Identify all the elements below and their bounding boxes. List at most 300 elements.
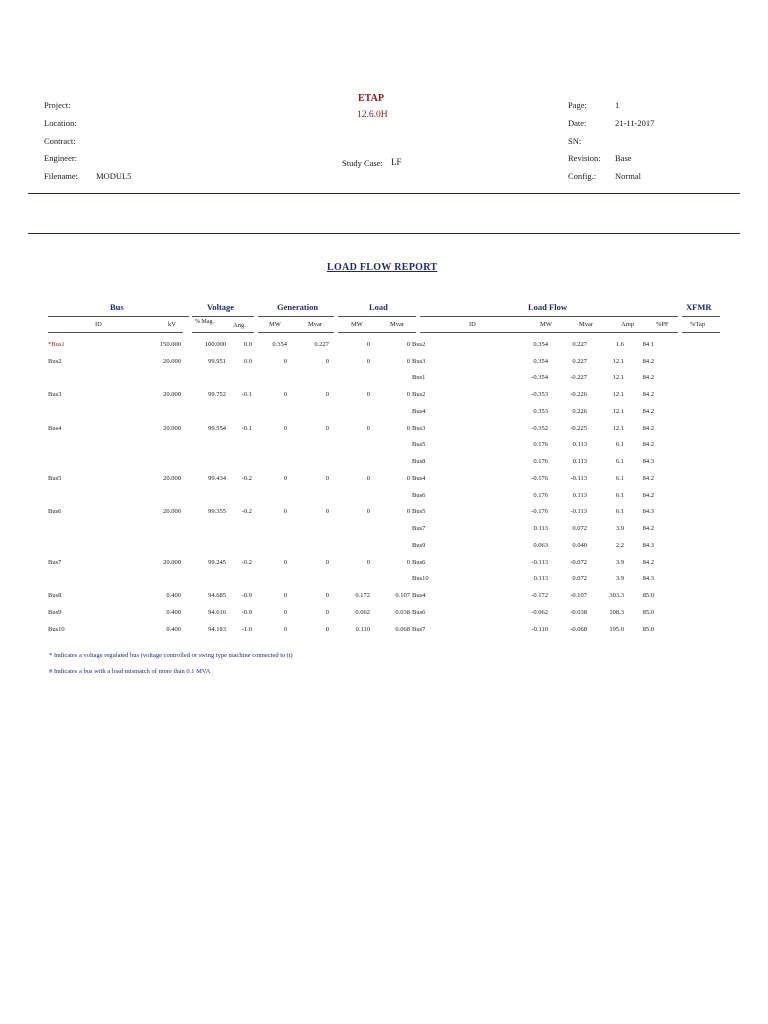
mag-cell (181, 437, 226, 454)
load-flow-table (48, 336, 654, 638)
date-label: Date: (568, 118, 587, 128)
xfmr-underline (682, 316, 720, 317)
kv-cell: 0.400 (166, 625, 181, 633)
flow-id-cell: Bus4 (412, 474, 426, 482)
bus-id-cell: Bus9 (48, 608, 62, 616)
group-bus: Bus (110, 302, 124, 312)
table-row (48, 520, 654, 537)
gen-mw-cell: 0 (283, 608, 287, 616)
table-row (48, 470, 654, 487)
table-row (48, 453, 654, 470)
flow-mw-cell: -0.352 (531, 424, 548, 432)
gen-mw-cell: 0 (283, 391, 287, 399)
table-row (48, 537, 654, 554)
ang-cell: -0.2 (241, 508, 252, 516)
flow-mw-cell: 0.113 (533, 525, 548, 533)
flow-id-cell: Bus6 (412, 558, 426, 566)
bus-id-cell (48, 571, 104, 588)
mag-cell: 99.245 (208, 558, 226, 566)
bus-id-cell: Bus5 (48, 474, 62, 482)
kv-cell: 20.000 (163, 357, 181, 365)
load-flow-underline (420, 316, 678, 317)
flow-id-cell: Bus10 (412, 575, 429, 583)
mag-cell (181, 487, 226, 504)
gen-mvar-cell: 0 (325, 474, 329, 482)
table-row (48, 487, 654, 504)
gen-mw-cell (252, 370, 287, 387)
amp-cell: 108.3 (609, 608, 624, 616)
flow-id-cell: Bus3 (412, 357, 426, 365)
gen-mw-cell: 0.354 (272, 340, 287, 348)
group-xfmr: XFMR (686, 302, 712, 312)
flow-mw-cell: 0.063 (533, 541, 548, 549)
table-row (48, 587, 654, 604)
flow-mw-cell: -0.176 (531, 474, 548, 482)
col-kv: kV (168, 321, 176, 328)
group-load: Load (369, 302, 388, 312)
pf-cell: 84.2 (642, 474, 654, 482)
col-tap: %Tap (690, 321, 706, 328)
gen-mw-cell (252, 520, 287, 537)
mag-cell: 94.616 (208, 608, 226, 616)
flow-id-cell: Bus3 (412, 424, 426, 432)
mag-cell: 94.685 (208, 592, 226, 600)
kv-cell: 0.400 (166, 592, 181, 600)
pf-cell: 84.2 (642, 491, 654, 499)
kv-cell (104, 487, 181, 504)
amp-cell: 1.6 (615, 340, 624, 348)
col-gen-mvar: Mvar (308, 321, 323, 328)
revision-label: Revision: (568, 153, 601, 163)
pf-cell: 84.2 (642, 424, 654, 432)
load-mw-cell (329, 487, 370, 504)
bus-id-cell: Bus7 (48, 558, 62, 566)
gen-mvar-cell: 0 (325, 391, 329, 399)
gen-mvar-cell (287, 520, 329, 537)
flow-mvar-cell: 0.113 (572, 441, 587, 449)
bus-id-cell: Bus4 (48, 424, 62, 432)
col-gen-mw: MW (269, 321, 281, 328)
date-value: 21-11-2017 (615, 118, 655, 128)
ang-cell: -0.2 (241, 474, 252, 482)
flow-mvar-cell: 0.113 (572, 491, 587, 499)
ang-cell: -0.2 (241, 558, 252, 566)
mag-cell: 99.752 (208, 391, 226, 399)
gen-mw-cell (252, 453, 287, 470)
flow-id-cell: Bus2 (412, 340, 426, 348)
gen-mw-cell: 0 (283, 357, 287, 365)
filename-value: MODUL5 (96, 171, 132, 181)
table-row (48, 504, 654, 521)
pf-cell: 84.2 (642, 441, 654, 449)
flow-mvar-cell: -0.225 (570, 424, 587, 432)
ang-cell: 0.0 (243, 357, 252, 365)
flow-mw-cell: 0.176 (533, 491, 548, 499)
ang-cell (226, 370, 252, 387)
col-ang: Ang. (233, 322, 246, 329)
bus-id-cell: Bus8 (48, 592, 62, 600)
table-row (48, 554, 654, 571)
flow-mvar-cell: 0.227 (572, 340, 587, 348)
study-case-label: Study Case: (342, 158, 383, 168)
gen-mvar-cell: 0 (325, 592, 329, 600)
ang-cell (226, 403, 252, 420)
pf-cell: 84.2 (642, 407, 654, 415)
gen-mw-cell: 0 (283, 558, 287, 566)
mag-cell: 94.183 (208, 625, 226, 633)
gen-mw-cell (252, 537, 287, 554)
load-mvar-cell: 0.107 (395, 592, 410, 600)
flow-mw-cell: 0.354 (533, 340, 548, 348)
amp-cell: 195.0 (609, 625, 624, 633)
mag-cell: 99.355 (208, 508, 226, 516)
app-version: 12.6.0H (357, 110, 388, 120)
flow-id-cell: Bus5 (412, 508, 426, 516)
gen-mvar-cell (287, 453, 329, 470)
load-mvar-cell (370, 437, 410, 454)
load-mw-cell (329, 537, 370, 554)
tap-sub-underline (682, 332, 720, 333)
amp-cell: 3.9 (615, 525, 624, 533)
col-flow-id: ID (469, 321, 476, 328)
table-row (48, 336, 654, 353)
table-row (48, 437, 654, 454)
ang-cell: 0.0 (243, 340, 252, 348)
gen-mvar-cell (287, 487, 329, 504)
flow-mw-cell: -0.062 (531, 608, 548, 616)
mag-cell (181, 571, 226, 588)
kv-cell (104, 453, 181, 470)
load-mvar-cell: 0.038 (395, 608, 410, 616)
gen-mw-cell: 0 (283, 508, 287, 516)
load-mw-cell: 0.062 (355, 608, 370, 616)
kv-cell: 150.000 (159, 340, 181, 348)
flow-mvar-cell: -0.226 (570, 391, 587, 399)
load-mvar-cell (370, 487, 410, 504)
table-row (48, 370, 654, 387)
gen-mvar-cell: 0.227 (314, 340, 329, 348)
amp-cell: 12.1 (612, 391, 624, 399)
gen-mw-cell (252, 571, 287, 588)
generation-underline (258, 316, 334, 317)
gen-mvar-cell: 0 (325, 625, 329, 633)
kv-cell (104, 571, 181, 588)
load-mvar-cell (370, 520, 410, 537)
flow-mw-cell: 0.176 (533, 458, 548, 466)
kv-cell: 20.000 (163, 474, 181, 482)
gen-mw-cell (252, 487, 287, 504)
kv-cell (104, 403, 181, 420)
load-mw-cell: 0 (366, 357, 370, 365)
flow-id-cell: Bus7 (412, 625, 426, 633)
pf-cell: 84.3 (642, 575, 654, 583)
amp-cell: 2.2 (615, 541, 624, 549)
flow-id-cell: Bus9 (412, 541, 426, 549)
load-mw-cell: 0 (366, 508, 370, 516)
gen-mw-cell (252, 403, 287, 420)
load-mvar-cell: 0 (406, 424, 410, 432)
group-generation: Generation (277, 302, 319, 312)
flow-id-cell: Bus6 (412, 608, 426, 616)
gen-sub-underline (258, 332, 334, 333)
load-mvar-cell (370, 403, 410, 420)
flow-mw-cell: 0.354 (533, 357, 548, 365)
load-sub-underline (338, 332, 416, 333)
amp-cell: 12.1 (612, 424, 624, 432)
kv-cell: 20.000 (163, 391, 181, 399)
col-amp: Amp (621, 321, 634, 328)
flow-mvar-cell: 0.040 (572, 541, 587, 549)
table-row (48, 604, 654, 621)
ang-cell: -0.9 (241, 592, 252, 600)
ang-cell (226, 453, 252, 470)
bus-id-cell (48, 437, 104, 454)
ang-cell (226, 520, 252, 537)
pf-cell: 84.2 (642, 525, 654, 533)
load-mw-cell: 0.110 (355, 625, 370, 633)
flow-mvar-cell: 0.113 (572, 458, 587, 466)
kv-cell (104, 370, 181, 387)
flow-mw-cell: 0.176 (533, 441, 548, 449)
gen-mw-cell: 0 (283, 592, 287, 600)
flow-mvar-cell: -0.072 (570, 558, 587, 566)
kv-cell: 20.000 (163, 558, 181, 566)
amp-cell: 6.1 (615, 491, 624, 499)
flow-id-cell: Bus8 (412, 458, 426, 466)
load-mvar-cell (370, 370, 410, 387)
load-mw-cell: 0 (366, 424, 370, 432)
page-value: 1 (615, 100, 620, 110)
flow-mw-cell: 0.113 (533, 575, 548, 583)
app-name: ETAP (358, 93, 384, 104)
table-row (48, 621, 654, 638)
flow-mvar-cell: -0.068 (570, 625, 587, 633)
amp-cell: 3.9 (615, 575, 624, 583)
kv-cell (104, 537, 181, 554)
pf-cell: 84.3 (642, 508, 654, 516)
note-load-mismatch: # Indicates a bus with a load mismatch of more than 0.1 MVA (49, 668, 211, 675)
mag-ang-underline (192, 332, 254, 333)
revision-value: Base (615, 153, 632, 163)
gen-mvar-cell (287, 537, 329, 554)
pf-cell: 84.3 (642, 541, 654, 549)
gen-mw-cell (252, 437, 287, 454)
mag-cell: 99.434 (208, 474, 226, 482)
load-mvar-cell: 0 (406, 508, 410, 516)
bus-id-cell (48, 403, 104, 420)
mag-cell (181, 520, 226, 537)
flow-id-cell: Bus1 (412, 374, 426, 382)
bus-id-cell: Bus10 (48, 625, 65, 633)
kv-cell (104, 520, 181, 537)
bus-underline (48, 316, 189, 317)
flow-mw-cell: -0.353 (531, 391, 548, 399)
bus-id-cell (48, 453, 104, 470)
flow-mw-cell: -0.176 (531, 508, 548, 516)
col-load-mw: MW (351, 321, 363, 328)
ang-cell: -1.0 (241, 625, 252, 633)
header-divider-top (28, 193, 740, 194)
load-mw-cell (329, 520, 370, 537)
flow-mvar-cell: 0.226 (572, 407, 587, 415)
flow-mw-cell: -0.110 (531, 625, 548, 633)
table-row (48, 403, 654, 420)
col-flow-mw: MW (540, 321, 552, 328)
flow-id-cell: Bus5 (412, 441, 426, 449)
header-divider-bottom (28, 233, 740, 234)
table-row (48, 386, 654, 403)
gen-mw-cell: 0 (283, 474, 287, 482)
load-mw-cell: 0 (366, 558, 370, 566)
bus-id-cell: Bus3 (48, 391, 62, 399)
voltage-underline (192, 316, 254, 317)
mag-cell (181, 403, 226, 420)
table-row (48, 420, 654, 437)
id-kv-underline (48, 332, 183, 333)
sn-label: SN: (568, 136, 582, 146)
gen-mvar-cell (287, 403, 329, 420)
flow-sub-underline (420, 332, 678, 333)
load-mvar-cell: 0.068 (395, 625, 410, 633)
kv-cell: 20.000 (163, 508, 181, 516)
ang-cell (226, 437, 252, 454)
flow-mvar-cell: -0.113 (570, 508, 587, 516)
flow-id-cell: Bus4 (412, 592, 426, 600)
mag-cell: 99.951 (208, 357, 226, 365)
mag-cell (181, 453, 226, 470)
ang-cell: -0.9 (241, 608, 252, 616)
ang-cell (226, 487, 252, 504)
flow-mvar-cell: 0.072 (572, 575, 587, 583)
mag-cell: 100.000 (204, 340, 226, 348)
amp-cell: 6.1 (615, 458, 624, 466)
pf-cell: 84.2 (642, 558, 654, 566)
load-mw-cell: 0 (366, 391, 370, 399)
load-mvar-cell: 0 (406, 340, 410, 348)
note-voltage-regulated: * Indicates a voltage regulated bus (voltage controlled or swing type machine connected to it) (49, 652, 293, 659)
engineer-label: Engineer: (44, 153, 78, 163)
flow-mvar-cell: 0.072 (572, 525, 587, 533)
bus-id-cell (48, 520, 104, 537)
flow-id-cell: Bus4 (412, 407, 426, 415)
pf-cell: 85.0 (642, 625, 654, 633)
report-title: LOAD FLOW REPORT (327, 262, 438, 273)
gen-mvar-cell (287, 571, 329, 588)
flow-mvar-cell: -0.227 (570, 374, 587, 382)
gen-mw-cell: 0 (283, 625, 287, 633)
load-mw-cell (329, 437, 370, 454)
pf-cell: 84.2 (642, 391, 654, 399)
load-mvar-cell: 0 (406, 474, 410, 482)
gen-mvar-cell: 0 (325, 558, 329, 566)
group-load-flow: Load Flow (528, 302, 567, 312)
amp-cell: 12.1 (612, 357, 624, 365)
config-value: Normal (615, 171, 641, 181)
kv-cell: 20.000 (163, 424, 181, 432)
load-mw-cell: 0 (366, 340, 370, 348)
gen-mvar-cell: 0 (325, 357, 329, 365)
study-case-value: LF (391, 157, 402, 167)
flow-mvar-cell: -0.113 (570, 474, 587, 482)
amp-cell: 12.1 (612, 407, 624, 415)
amp-cell: 6.1 (615, 441, 624, 449)
flow-mw-cell: -0.354 (531, 374, 548, 382)
load-mw-cell (329, 453, 370, 470)
load-mvar-cell (370, 453, 410, 470)
load-mvar-cell: 0 (406, 357, 410, 365)
gen-mvar-cell: 0 (325, 508, 329, 516)
gen-mvar-cell (287, 437, 329, 454)
load-mvar-cell (370, 537, 410, 554)
bus-id-cell: Bus2 (48, 357, 62, 365)
group-voltage: Voltage (207, 302, 235, 312)
ang-cell (226, 571, 252, 588)
col-pf: %PF (656, 321, 669, 328)
contract-label: Contract: (44, 136, 76, 146)
amp-cell: 6.1 (615, 474, 624, 482)
load-mw-cell (329, 403, 370, 420)
flow-mw-cell: -0.172 (531, 592, 548, 600)
load-mw-cell (329, 370, 370, 387)
mag-cell (181, 537, 226, 554)
ang-cell: -0.1 (241, 391, 252, 399)
load-mw-cell: 0 (366, 474, 370, 482)
ang-cell (226, 537, 252, 554)
location-label: Location: (44, 118, 77, 128)
flow-mw-cell: 0.353 (533, 407, 548, 415)
pf-cell: 85.0 (642, 608, 654, 616)
amp-cell: 6.1 (615, 508, 624, 516)
mag-cell (181, 370, 226, 387)
col-bus-id: ID (95, 321, 102, 328)
kv-cell (104, 437, 181, 454)
gen-mvar-cell (287, 370, 329, 387)
flow-id-cell: Bus6 (412, 491, 426, 499)
mag-cell: 99.554 (208, 424, 226, 432)
table-row (48, 353, 654, 370)
flow-id-cell: Bus2 (412, 391, 426, 399)
filename-label: Filename: (44, 171, 78, 181)
kv-cell: 0.400 (166, 608, 181, 616)
pf-cell: 84.1 (642, 340, 654, 348)
amp-cell: 303.3 (609, 592, 624, 600)
amp-cell: 12.1 (612, 374, 624, 382)
col-mag: % Mag. (195, 319, 214, 325)
gen-mw-cell: 0 (283, 424, 287, 432)
flow-mvar-cell: -0.107 (570, 592, 587, 600)
pf-cell: 84.3 (642, 458, 654, 466)
pf-cell: 84.2 (642, 357, 654, 365)
bus-id-cell: *Bus1 (48, 340, 65, 348)
pf-cell: 84.2 (642, 374, 654, 382)
load-mw-cell (329, 571, 370, 588)
flow-mvar-cell: -0.038 (570, 608, 587, 616)
flow-mvar-cell: 0.227 (572, 357, 587, 365)
page-label: Page: (568, 100, 587, 110)
bus-id-cell (48, 370, 104, 387)
load-mvar-cell: 0 (406, 558, 410, 566)
col-flow-mvar: Mvar (579, 321, 594, 328)
bus-id-cell (48, 487, 104, 504)
ang-cell: -0.1 (241, 424, 252, 432)
table-row (48, 571, 654, 588)
project-label: Project: (44, 100, 71, 110)
load-mw-cell: 0.172 (355, 592, 370, 600)
load-mvar-cell (370, 571, 410, 588)
load-mvar-cell: 0 (406, 391, 410, 399)
col-load-mvar: Mvar (390, 321, 405, 328)
bus-id-cell: Bus6 (48, 508, 62, 516)
